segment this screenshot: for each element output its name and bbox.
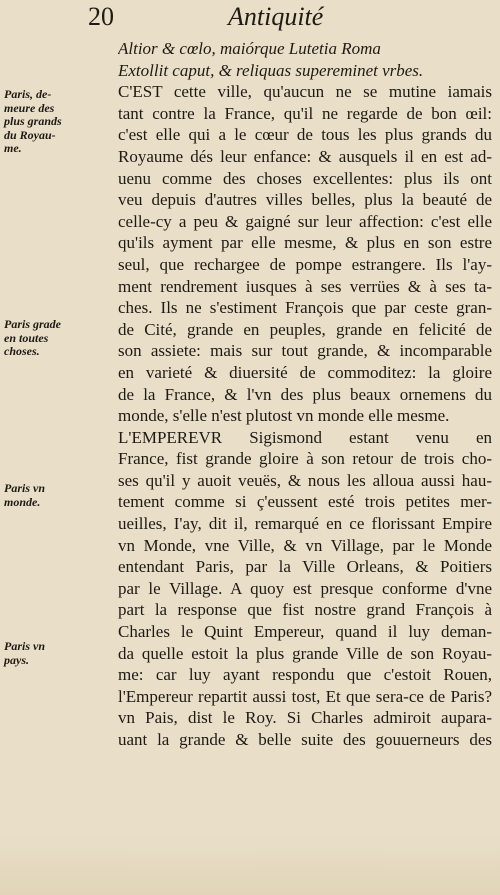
text-line: ueilles, I'ay, dit il, remarqué en ce florissant Empire	[118, 514, 492, 534]
text-line: L'EMPEREVR Sigismond estant venu en	[118, 427, 492, 447]
text-line: France, fist grande gloire à son retour de trois cho-	[118, 449, 492, 469]
text-line: c'est elle qui a le cœur de tous les plus grands du	[118, 125, 492, 145]
paper-shading	[0, 835, 500, 895]
text-line: tant contre la France, qu'il ne regarde de bon œil:	[118, 103, 492, 123]
page-number: 20	[88, 2, 114, 31]
text-line: Royaume dés leur enfance: & ausquels il en est ad-	[118, 146, 492, 166]
text-line: en varieté & diuersité de commoditez: la gloire	[118, 362, 492, 382]
text-line: ment rendrement iusques à ses verrües & à ses ta-	[118, 276, 492, 296]
margin-note: Paris, de- meure des plus grands du Royau- me.	[4, 87, 62, 155]
margin-note: Paris grade en toutes choses.	[4, 317, 61, 358]
text-line: vn Pais, dist le Roy. Si Charles admiroit aupara-	[118, 708, 492, 728]
text-line: celle-cy a peu & gaigné sur leur affection: c'est elle	[118, 211, 492, 231]
main-text	[118, 38, 492, 751]
text-line: de Cité, grande en peuples, grande en felicité de	[118, 319, 492, 339]
page-header	[0, 2, 500, 38]
text-line: da quelle estoit la plus grande Ville de son Royau-	[118, 643, 492, 663]
text-line: me: car luy ayant respondu que c'estoit Rouen,	[118, 665, 492, 685]
margin-note: Paris vn pays.	[4, 639, 46, 667]
text-line: par le Village. A quoy est presque conforme d'vne	[118, 578, 492, 598]
text-line: uant la grande & belle suite des gouuerneurs des	[118, 730, 492, 749]
text-line: ches. Ils ne s'estiment François que par ceste gran-	[118, 298, 492, 318]
text-line: veu depuis d'autres villes belles, plus la beauté de	[118, 190, 492, 210]
text-line: uenu comme des choses excellentes: plus ils ont	[118, 168, 492, 188]
margin-note: Paris vn monde.	[4, 481, 46, 509]
text-line: entendant Paris, par la Ville Orleans, & Poitiers	[118, 557, 492, 577]
verse-line: Extollit caput, & reliquas supereminet vrbes.	[118, 60, 424, 80]
text-line: C'EST cette ville, qu'aucun ne se mutine iamais	[118, 82, 492, 102]
running-title: Antiquité	[228, 2, 324, 31]
text-line: son assiete: mais sur tout grande, & incomparable	[118, 341, 492, 361]
text-line: part la response que fist nostre grand François à	[118, 600, 492, 620]
text-line: qu'ils ayment par elle mesme, & plus en son estre	[118, 233, 492, 253]
text-line: de la France, & l'vn des plus beaux ornemens du	[118, 384, 492, 404]
text-line: vn Monde, vne Ville, & vn Village, par le Monde	[118, 535, 492, 555]
text-line: monde, s'elle n'est plutost vn monde elle mesme.	[118, 406, 450, 426]
text-line: ses qu'il y auoit veuës, & nous les alloua aussi hau-	[118, 470, 492, 490]
text-line: seul, que rechargee de pompe estrangere. Ils l'ay-	[118, 254, 492, 274]
text-line: tement comme si ç'eussent esté trois petites mer-	[118, 492, 492, 512]
text-line: Charles le Quint Empereur, quand il luy deman-	[118, 622, 492, 642]
verse-line: Altior & cœlo, maiórque Lutetia Roma	[118, 39, 381, 58]
text-line: l'Empereur repartit aussi tost, Et que sera-ce de Paris?	[118, 686, 492, 706]
